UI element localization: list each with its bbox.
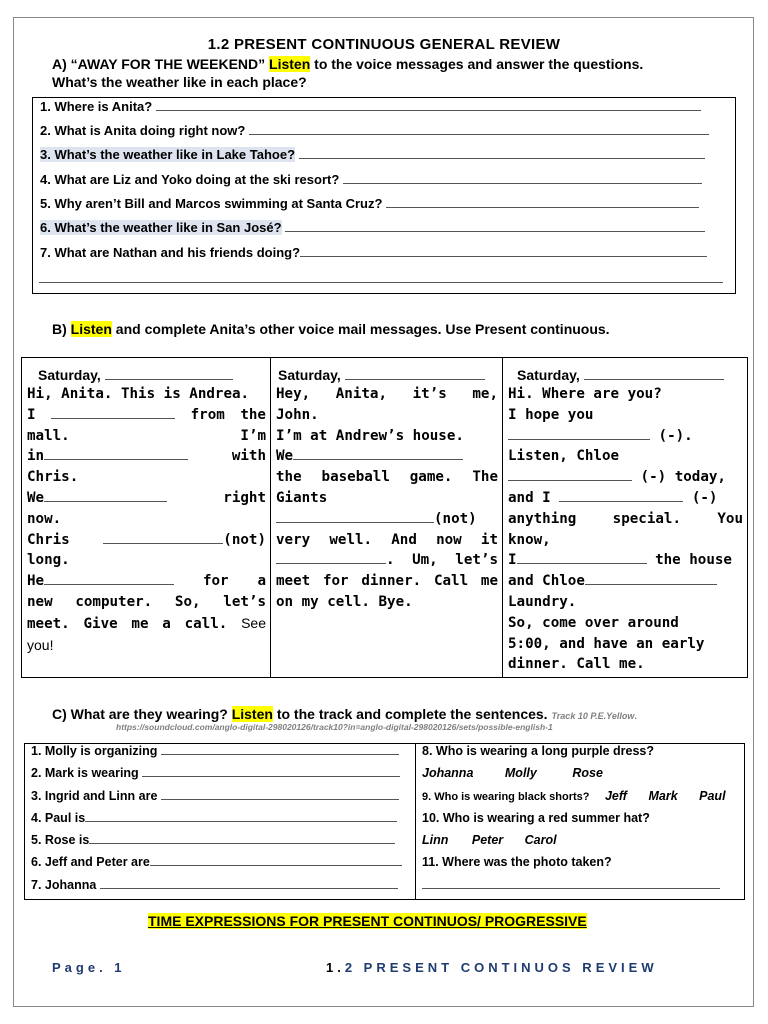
answer-line[interactable]	[293, 449, 463, 460]
message-line: long.	[27, 552, 70, 569]
answer-line[interactable]	[44, 574, 174, 585]
answer-line[interactable]	[422, 878, 720, 889]
voice-mail-chloe-message	[503, 358, 748, 678]
message-line: 5:00, and have an early	[508, 635, 705, 652]
question-c9: 9. Who is wearing black shorts? Jeff Mark Paul	[422, 789, 726, 803]
message-line: Chris (not)	[27, 531, 266, 548]
answer-line[interactable]	[85, 811, 397, 822]
message-line: know,	[508, 531, 551, 548]
answer-line[interactable]	[161, 744, 399, 755]
question-a5	[40, 196, 699, 211]
message-line: on my cell. Bye.	[276, 593, 413, 610]
message-line: meet for dinner. Call me	[276, 573, 498, 590]
question-a4	[40, 172, 702, 187]
message-line: I’m at Andrew’s house.	[276, 427, 464, 444]
section-a-instructions	[52, 56, 643, 72]
message-line: I the house	[508, 552, 732, 569]
section-c-listen-highlight: Listen	[231, 706, 273, 722]
answer-line[interactable]	[249, 124, 709, 135]
question-c6: 6. Jeff and Peter are	[31, 855, 402, 869]
answer-line[interactable]	[343, 173, 702, 184]
message-line: I hope you	[508, 406, 594, 423]
message-line: and I (-)	[508, 489, 718, 506]
answer-line[interactable]	[345, 369, 485, 380]
message-line: dinner. Call me.	[508, 656, 645, 673]
saturday-label: Saturday,	[508, 358, 743, 384]
question-a3-text: 3. What’s the weather like in Lake Tahoe?	[40, 147, 296, 162]
message-line: Hi. Where are you?	[508, 386, 662, 402]
footer-title: 1.2 PRESENT CONTINUOS REVIEW	[326, 960, 658, 975]
clothing-questions-table	[24, 743, 745, 900]
answer-line-extra[interactable]	[39, 282, 723, 283]
clothing-left-column	[25, 744, 416, 900]
message-line: We	[276, 446, 498, 467]
section-c-rest: to the track and complete the sentences.	[272, 706, 548, 722]
section-a-rest: to the voice messages and answer the questions.	[310, 56, 644, 72]
message-line: Hi, Anita. This is Andrea.	[27, 386, 250, 402]
question-a5-text: 5. Why aren’t Bill and Marcos swimming at Santa Cruz?	[40, 196, 383, 211]
answer-line[interactable]	[285, 221, 705, 232]
section-b-listen-highlight: Listen	[70, 321, 112, 337]
answer-line[interactable]	[150, 855, 402, 866]
voice-mail-john	[271, 358, 503, 678]
page-title: 1.2 PRESENT CONTINUOUS GENERAL REVIEW	[207, 36, 561, 53]
name-option[interactable]: Linn	[422, 833, 449, 847]
message-line: Chris.	[27, 469, 79, 486]
answer-line[interactable]	[142, 766, 400, 777]
name-option[interactable]: Johanna	[422, 766, 474, 780]
message-line: (-).	[508, 426, 743, 447]
message-line: Hey, Anita, it’s me, John.	[276, 386, 498, 423]
footer-page-number: Page. 1	[52, 960, 126, 975]
question-a2	[40, 123, 709, 138]
name-option[interactable]: Molly	[504, 766, 537, 780]
saturday-label: Saturday,	[276, 358, 498, 384]
question-c2: 2. Mark is wearing	[31, 766, 400, 780]
question-a2-text: 2. What is Anita doing right now?	[40, 123, 246, 138]
voice-mail-andrea	[22, 358, 271, 678]
message-line: anything special. You	[508, 510, 743, 527]
message-line: . Um, let’s	[276, 550, 498, 571]
answer-line[interactable]	[584, 369, 724, 380]
question-a1	[40, 99, 701, 114]
section-c-prefix: C) What are they wearing?	[52, 706, 232, 722]
question-a7	[40, 245, 707, 260]
answer-line[interactable]	[276, 553, 386, 564]
answer-line[interactable]	[508, 470, 632, 481]
section-a-listen-highlight: Listen	[269, 56, 311, 72]
question-a7-text: 7. What are Nathan and his friends doing?	[40, 245, 301, 260]
answer-line[interactable]	[51, 408, 175, 419]
section-a-subtitle: What’s the weather like in each place?	[52, 74, 307, 90]
section-b-rest: and complete Anita’s other voice mail messages. Use Present continuous.	[111, 321, 610, 337]
track-url-link[interactable]: https://soundcloud.com/anglo-digital-298020126/track10?in=anglo-digital-298020126/sets/possible-english-1	[116, 722, 553, 732]
message-line: and Chloe	[508, 571, 743, 592]
question-a6-text: 6. What’s the weather like in San José?	[40, 220, 282, 235]
question-c10: 10. Who is wearing a red summer hat?	[422, 811, 650, 825]
question-c5: 5. Rose is	[31, 833, 395, 847]
section-c-instructions: C) What are they wearing? Listen to the track and complete the sentences. Track 10 P.E.Yellow.	[52, 706, 637, 722]
message-line: the baseball game. The	[276, 469, 498, 486]
message-line: We right	[27, 489, 266, 506]
answer-line[interactable]	[300, 246, 707, 257]
question-a4-text: 4. What are Liz and Yoko doing at the ski resort?	[40, 172, 340, 187]
answer-line[interactable]	[105, 369, 233, 380]
message-line: new computer. So, let’s	[27, 593, 266, 610]
clothing-right-column	[416, 744, 745, 900]
name-option[interactable]: Peter	[471, 833, 504, 847]
message-line: you!	[27, 636, 54, 653]
voice-mail-table	[21, 357, 748, 678]
answer-line[interactable]	[299, 148, 705, 159]
name-option[interactable]: Jeff	[604, 789, 627, 803]
name-option[interactable]: Paul	[699, 789, 726, 803]
message-line: (-) today,	[508, 467, 743, 488]
answer-line[interactable]	[559, 491, 683, 502]
question-c4: 4. Paul is	[31, 811, 397, 825]
answer-line[interactable]	[103, 533, 223, 544]
time-expressions-heading: TIME EXPRESSIONS FOR PRESENT CONTINUOS/ PROGRESSIVE	[148, 913, 587, 929]
q8-name-options	[422, 766, 603, 780]
q10-name-options	[422, 833, 557, 847]
answer-line[interactable]	[44, 491, 167, 502]
section-a-questions-box	[32, 97, 736, 294]
message-line: Giants	[276, 489, 328, 506]
name-option[interactable]: Mark	[648, 789, 678, 803]
answer-line[interactable]	[89, 833, 395, 844]
answer-line[interactable]	[517, 553, 647, 564]
section-b-instructions	[52, 321, 610, 337]
track-label: Track 10 P.E.Yellow	[551, 711, 635, 721]
message-line: in with	[27, 448, 266, 465]
question-a1-text: 1. Where is Anita?	[40, 99, 153, 114]
saturday-label: Saturday,	[27, 358, 266, 384]
question-a3	[40, 147, 705, 162]
question-c1: 1. Molly is organizing	[31, 744, 399, 758]
name-option[interactable]: Rose	[572, 766, 603, 780]
message-line: Listen, Chloe	[508, 448, 620, 465]
message-line: I from the	[27, 406, 266, 423]
section-a-prefix: A) “AWAY FOR THE WEEKEND”	[52, 56, 270, 72]
question-c3: 3. Ingrid and Linn are	[31, 789, 399, 803]
question-a6	[40, 220, 705, 235]
name-option[interactable]: Carol	[524, 833, 557, 847]
message-line: Laundry.	[508, 593, 577, 610]
answer-line[interactable]	[585, 574, 717, 585]
question-c7: 7. Johanna	[31, 878, 398, 892]
answer-line[interactable]	[44, 449, 188, 460]
message-line: very well. And now it	[276, 531, 498, 548]
answer-line[interactable]	[100, 878, 398, 889]
answer-line[interactable]	[508, 429, 650, 440]
message-line: now.	[27, 510, 62, 527]
answer-line[interactable]	[386, 197, 699, 208]
answer-line[interactable]	[276, 512, 434, 523]
section-b-prefix: B)	[52, 321, 71, 337]
message-line: So, come over around	[508, 614, 679, 631]
answer-line[interactable]	[161, 789, 399, 800]
message-line: meet. Give me a call. See	[27, 614, 267, 632]
message-line: mall. I’m	[27, 427, 266, 444]
question-c11: 11. Where was the photo taken?	[422, 855, 612, 869]
message-line: He for a	[27, 573, 266, 590]
answer-line[interactable]	[156, 100, 701, 111]
question-c11-answer	[422, 878, 720, 892]
message-line: (not)	[276, 509, 498, 530]
question-c8: 8. Who is wearing a long purple dress?	[422, 744, 654, 758]
